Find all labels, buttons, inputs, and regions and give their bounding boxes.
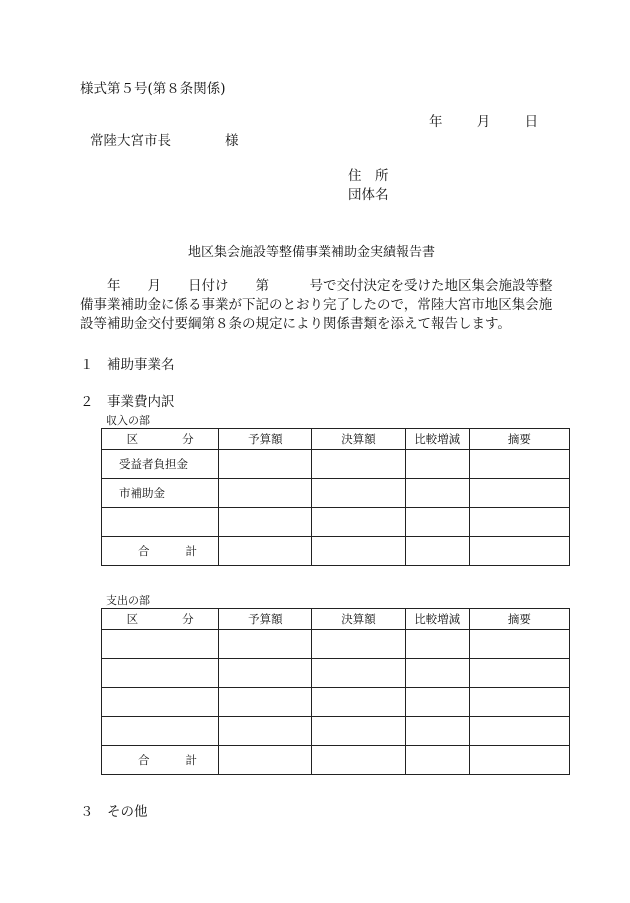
body-line: 備事業補助金に係る事業が下記のとおり完了したので，常陸大宮市地区集会施 bbox=[80, 297, 553, 313]
section-other: ３ その他 bbox=[80, 804, 148, 820]
cell-diff[interactable] bbox=[405, 688, 469, 717]
header-category: 区 分 bbox=[102, 609, 219, 630]
cell-settled[interactable] bbox=[312, 537, 405, 566]
date-year: 年 bbox=[429, 114, 443, 130]
cell-remarks[interactable] bbox=[469, 688, 569, 717]
table-row bbox=[102, 659, 570, 688]
cell-remarks[interactable] bbox=[469, 659, 569, 688]
cell-diff[interactable] bbox=[405, 630, 469, 659]
table-row bbox=[102, 630, 570, 659]
cell-budget[interactable] bbox=[219, 746, 312, 775]
cell-settled[interactable] bbox=[312, 746, 405, 775]
cell-budget[interactable] bbox=[219, 717, 312, 746]
date-line bbox=[429, 110, 538, 130]
header-category: 区 分 bbox=[102, 429, 219, 450]
cell-remarks[interactable] bbox=[469, 537, 569, 566]
recipient bbox=[90, 129, 239, 149]
cell-diff[interactable] bbox=[405, 450, 469, 479]
header-settled: 決算額 bbox=[312, 429, 405, 450]
section-project-name: １ 補助事業名 bbox=[80, 357, 175, 373]
header-budget: 予算額 bbox=[219, 429, 312, 450]
cell-remarks[interactable] bbox=[469, 479, 569, 508]
cell-remarks[interactable] bbox=[469, 717, 569, 746]
recipient-honorific: 様 bbox=[225, 133, 239, 149]
cell-settled[interactable] bbox=[312, 450, 405, 479]
row-label[interactable] bbox=[102, 508, 219, 537]
table-row bbox=[102, 450, 570, 479]
cell-diff[interactable] bbox=[405, 508, 469, 537]
cell-settled[interactable] bbox=[312, 688, 405, 717]
row-label: 受益者負担金 bbox=[102, 450, 219, 479]
table-header-row bbox=[102, 429, 570, 450]
expense-table bbox=[101, 608, 570, 775]
header-settled: 決算額 bbox=[312, 609, 405, 630]
document-title: 地区集会施設等整備事業補助金実績報告書 bbox=[188, 245, 436, 260]
row-label[interactable] bbox=[102, 630, 219, 659]
body-paragraph bbox=[80, 277, 552, 334]
cell-remarks[interactable] bbox=[469, 630, 569, 659]
total-label: 合 計 bbox=[102, 746, 219, 775]
cell-settled[interactable] bbox=[312, 630, 405, 659]
cell-budget[interactable] bbox=[219, 479, 312, 508]
header-remarks: 摘要 bbox=[469, 429, 569, 450]
form-id: 様式第５号(第８条関係) bbox=[80, 81, 226, 97]
cell-remarks[interactable] bbox=[469, 450, 569, 479]
date-day: 日 bbox=[524, 114, 539, 130]
table-total-row bbox=[102, 537, 570, 566]
cell-budget[interactable] bbox=[219, 688, 312, 717]
table-row bbox=[102, 688, 570, 717]
row-label: 市補助金 bbox=[102, 479, 219, 508]
cell-diff[interactable] bbox=[405, 717, 469, 746]
row-label[interactable] bbox=[102, 659, 219, 688]
body-line: 年 月 日付け 第 号で交付決定を受けた地区集会施設等整 bbox=[80, 278, 553, 294]
cell-budget[interactable] bbox=[219, 630, 312, 659]
cell-budget[interactable] bbox=[219, 659, 312, 688]
header-diff: 比較増減 bbox=[405, 429, 469, 450]
cell-remarks[interactable] bbox=[469, 508, 569, 537]
address-label: 住 所 bbox=[348, 168, 389, 184]
cell-settled[interactable] bbox=[312, 508, 405, 537]
cell-diff[interactable] bbox=[405, 746, 469, 775]
cell-budget[interactable] bbox=[219, 450, 312, 479]
cell-settled[interactable] bbox=[312, 659, 405, 688]
org-name-label: 団体名 bbox=[348, 187, 389, 203]
row-label[interactable] bbox=[102, 717, 219, 746]
income-table bbox=[101, 428, 570, 566]
section-cost-breakdown: ２ 事業費内訳 bbox=[80, 394, 175, 410]
table-row bbox=[102, 717, 570, 746]
recipient-name: 常陸大宮市長 bbox=[90, 133, 171, 149]
table-row bbox=[102, 479, 570, 508]
cell-diff[interactable] bbox=[405, 479, 469, 508]
total-label: 合 計 bbox=[102, 537, 219, 566]
table-row bbox=[102, 508, 570, 537]
cell-diff[interactable] bbox=[405, 659, 469, 688]
table-total-row bbox=[102, 746, 570, 775]
header-budget: 予算額 bbox=[219, 609, 312, 630]
header-diff: 比較増減 bbox=[405, 609, 469, 630]
header-remarks: 摘要 bbox=[469, 609, 569, 630]
cell-diff[interactable] bbox=[405, 537, 469, 566]
date-month: 月 bbox=[476, 114, 491, 130]
cell-settled[interactable] bbox=[312, 479, 405, 508]
income-caption: 収入の部 bbox=[106, 414, 150, 427]
expense-caption: 支出の部 bbox=[106, 594, 150, 607]
cell-budget[interactable] bbox=[219, 508, 312, 537]
cell-budget[interactable] bbox=[219, 537, 312, 566]
cell-remarks[interactable] bbox=[469, 746, 569, 775]
body-line: 設等補助金交付要綱第８条の規定により関係書類を添えて報告します。 bbox=[80, 316, 511, 332]
row-label[interactable] bbox=[102, 688, 219, 717]
cell-settled[interactable] bbox=[312, 717, 405, 746]
table-header-row bbox=[102, 609, 570, 630]
